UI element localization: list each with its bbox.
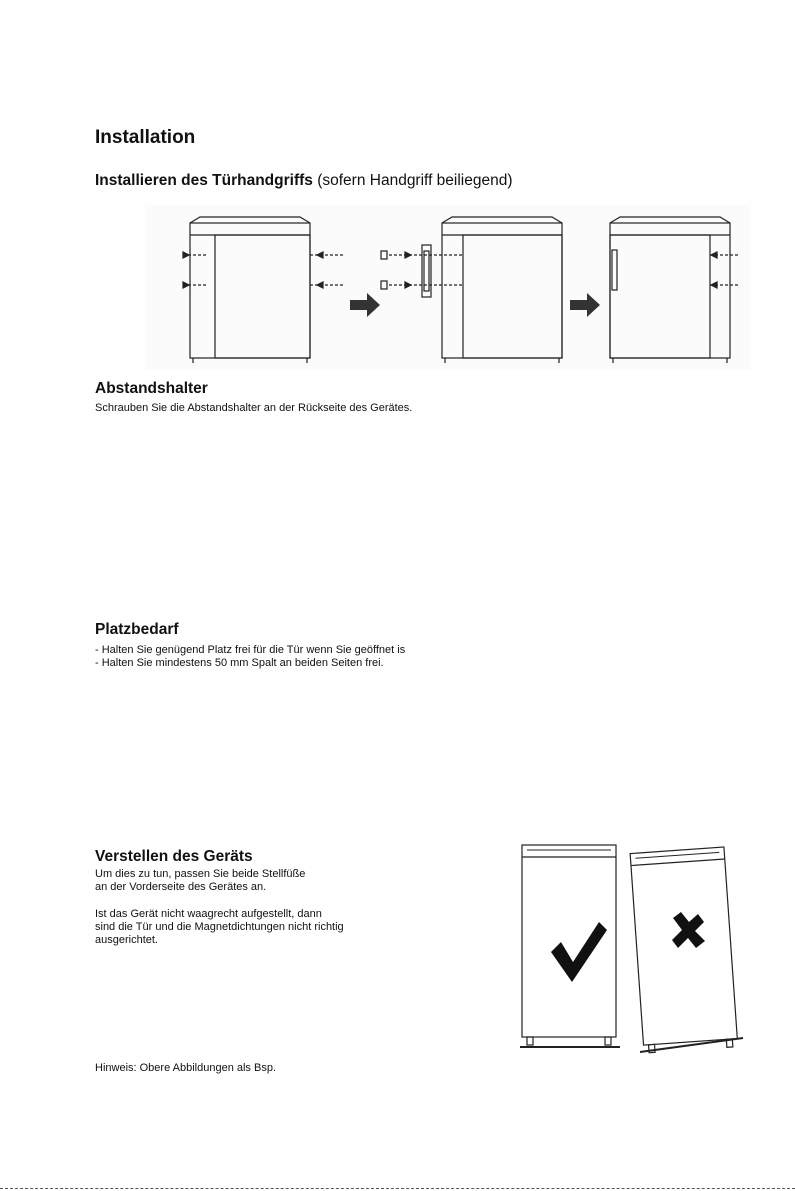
page-title: Installation <box>95 127 196 148</box>
leveling-line-1: Um dies zu tun, passen Sie beide Stellfüße <box>95 868 306 880</box>
leveling-note: Hinweis: Obere Abbildungen als Bsp. <box>95 1062 276 1074</box>
space-line-1: - Halten Sie genügend Platz frei für die Tür wenn Sie geöffnet is <box>95 644 406 656</box>
leveling-illustration <box>515 840 755 1060</box>
leveling-line-4: sind die Tür und die Magnetdichtungen nicht richtig <box>95 921 344 933</box>
spacers-text: Schrauben Sie die Abstandshalter an der Rückseite des Gerätes. <box>95 402 413 414</box>
spacers-heading: Abstandshalter <box>95 380 208 397</box>
door-handle-illustration <box>145 205 750 370</box>
door-handle-heading-bold: Installieren des Türhandgriffs <box>95 172 313 189</box>
leveling-line-5: ausgerichtet. <box>95 934 158 946</box>
leveling-heading: Verstellen des Geräts <box>95 848 253 865</box>
page-bottom-rule <box>0 1188 795 1189</box>
fridge-level-correct <box>520 845 620 1047</box>
checkmark-icon <box>551 922 607 982</box>
door-handle-heading-note: (sofern Handgriff beiliegend) <box>312 172 513 189</box>
space-line-2: - Halten Sie mindestens 50 mm Spalt an beiden Seiten frei. <box>95 657 384 669</box>
fridge-level-wrong <box>630 847 738 1053</box>
cross-icon <box>672 912 705 948</box>
space-heading: Platzbedarf <box>95 621 179 638</box>
leveling-line-3: Ist das Gerät nicht waagrecht aufgestellt, dann <box>95 908 322 920</box>
door-handle-heading <box>95 172 513 190</box>
leveling-line-2: an der Vorderseite des Gerätes an. <box>95 881 267 893</box>
